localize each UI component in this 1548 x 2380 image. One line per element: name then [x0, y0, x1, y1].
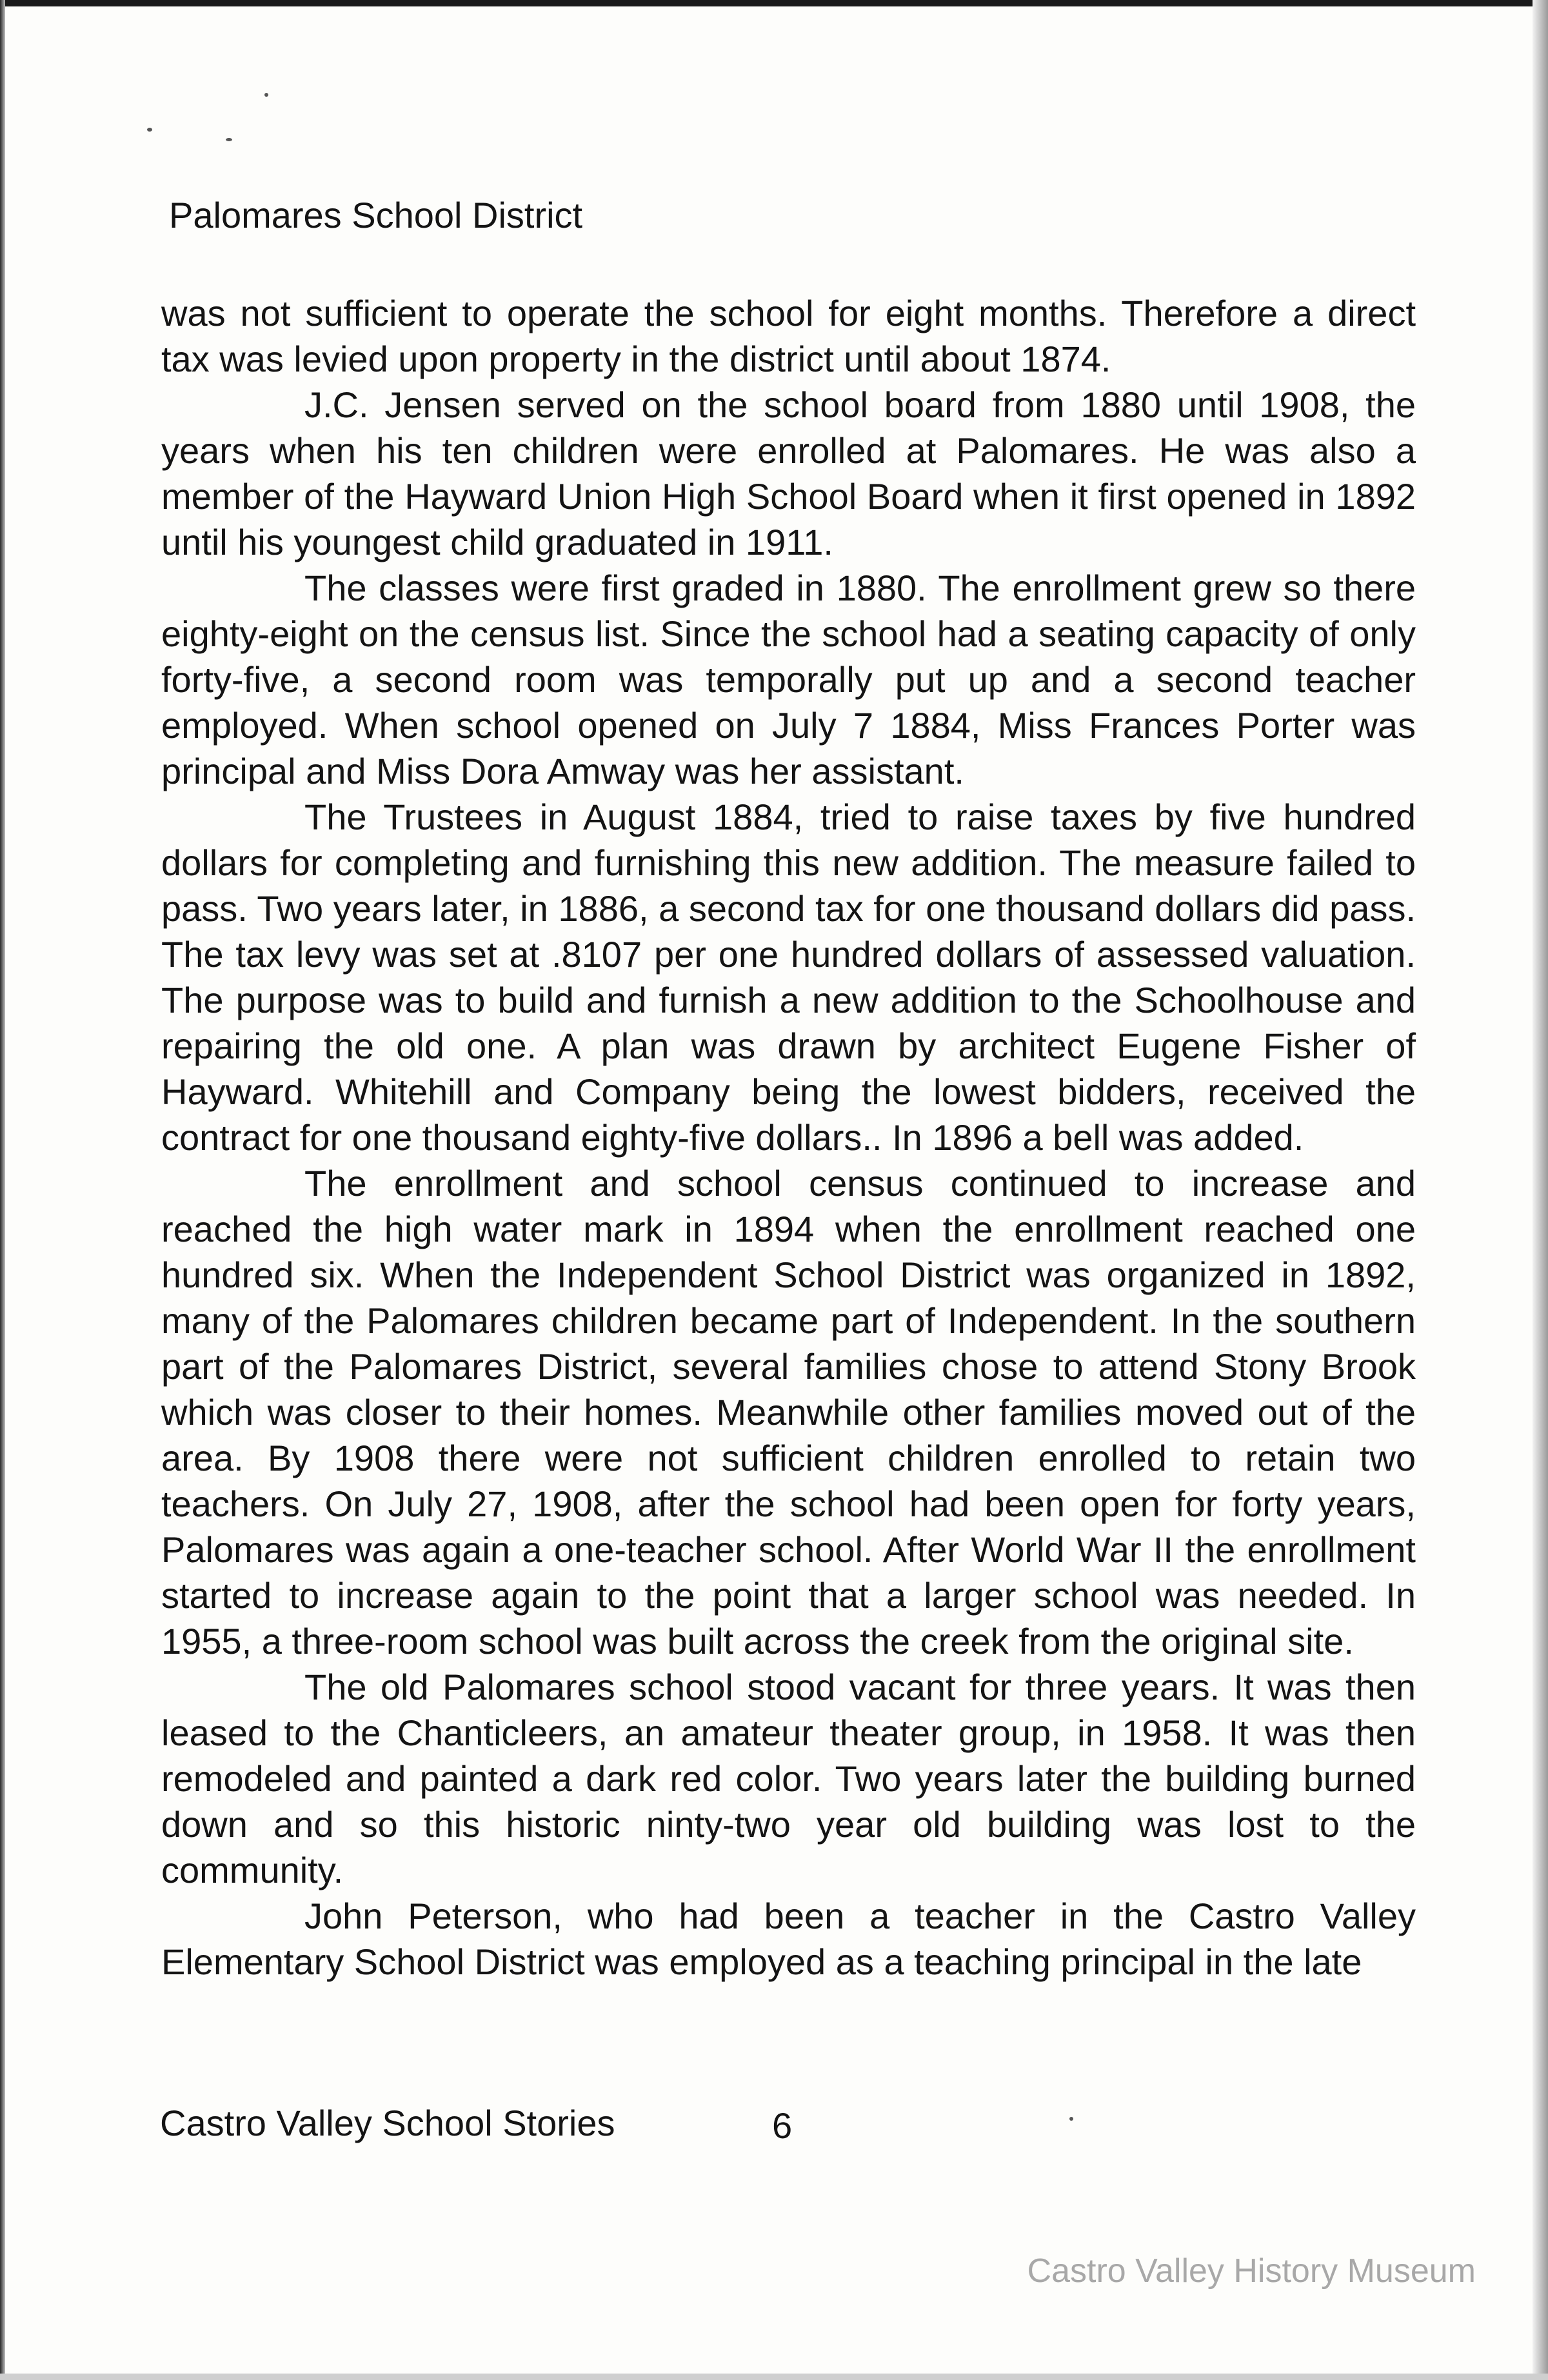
- paragraph: J.C. Jensen served on the school board from 1880 until 1908, the years when his ten children were enrolled at Palomares. He was also a member of the Hayward Union High School Board when it first opened in 1892 until his youngest child graduated in 1911.: [161, 384, 1416, 562]
- footer-title: Castro Valley School Stories: [160, 2103, 615, 2143]
- scan-edge-bottom: [0, 2374, 1548, 2380]
- scan-speck: [147, 128, 152, 132]
- scan-speck: [226, 138, 232, 141]
- paragraph: The enrollment and school census continued to increase and reached the high water mark in 1894 when the enrollment reached one hundred six. When the Independent School District was organized in 1892, many of the Palomares children became part of Independent. In the southern part of the Palomares District, several families chose to attend Stony Brook which was closer to their homes. Meanwhile other families moved out of the area. By 1908 there were not sufficient children enrolled to retain two teachers. On July 27, 1908, after the school had been open for forty years, Palomares was again a one-teacher school. After World War II the enrollment started to increase again to the point that a larger school was needed. In 1955, a three-room school was built across the creek from the original site.: [161, 1163, 1416, 1661]
- scan-speck: [1069, 2117, 1073, 2121]
- scan-edge-right: [1533, 0, 1548, 2380]
- paragraph: The Trustees in August 1884, tried to raise taxes by five hundred dollars for completing and furnishing this new addition. The measure failed to pass. Two years later, in 1886, a second tax for one thousand dollars did pass. The tax levy was set at .8107 per one hundred dollars of assessed valuation. The purpose was to build and furnish a new addition to the Schoolhouse and repairing the old one. A plan was drawn by architect Eugene Fisher of Hayward. Whitehill and Company being the lowest bidders, received the contract for one thousand eighty-five dollars.. In 1896 a bell was added.: [161, 797, 1416, 1158]
- paragraph: The classes were first graded in 1880. The enrollment grew so there eighty-eight on the census list. Since the school had a seating capacity of only forty-five, a second room was temporally put up and a second teacher employed. When school opened on July 7 1884, Miss Frances Porter was principal and Miss Dora Amway was her assistant.: [161, 568, 1416, 791]
- paragraph: was not sufficient to operate the school for eight months. Therefore a direct tax was levied upon property in the district until about 1874.: [161, 293, 1416, 379]
- body-text: [161, 290, 1416, 1985]
- scan-edge-top: [0, 0, 1548, 6]
- paragraph: John Peterson, who had been a teacher in the Castro Valley Elementary School District was employed as a teaching principal in the late: [161, 1896, 1416, 1982]
- page-number: 6: [772, 2105, 793, 2146]
- running-head: Palomares School District: [169, 195, 583, 235]
- paragraph: The old Palomares school stood vacant for three years. It was then leased to the Chanticleers, an amateur theater group, in 1958. It was then remodeled and painted a dark red color. Two years later the building burned down and so this historic ninty-two year old building was lost to the community.: [161, 1667, 1416, 1890]
- scan-speck: [264, 93, 268, 97]
- scan-edge-left: [0, 0, 5, 2380]
- watermark: Castro Valley History Museum: [1027, 2252, 1476, 2290]
